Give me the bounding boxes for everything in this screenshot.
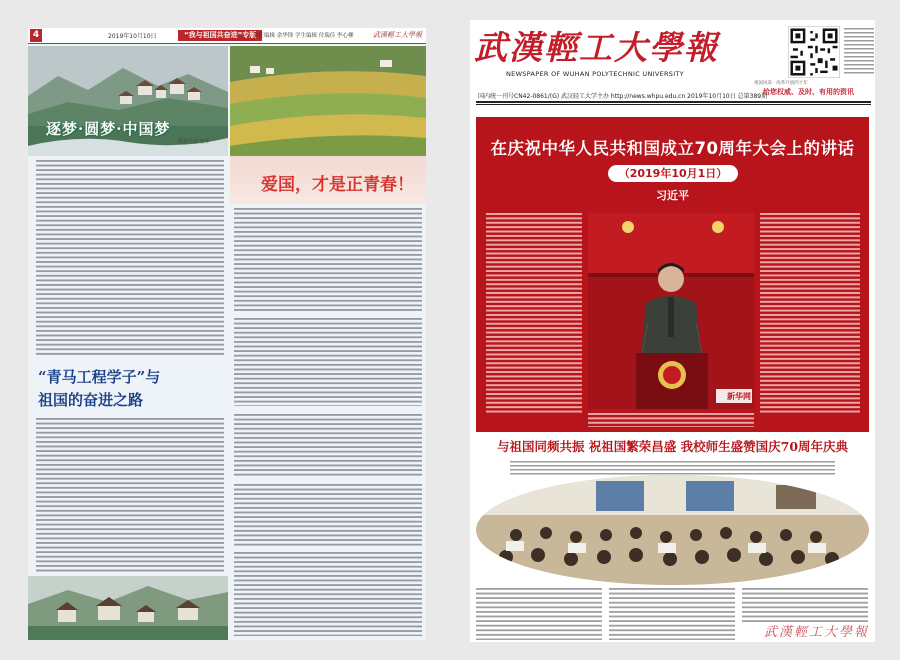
masthead-rule [476, 101, 871, 103]
page-number: 4 [30, 29, 42, 42]
slogan-small: 祖国风采 · 改革开放四十年 [754, 81, 808, 86]
page-date: 2019年10月10日 [108, 33, 157, 40]
left-page [28, 28, 426, 640]
special-edition-label: “我与祖国共奋进”专版 [178, 30, 262, 41]
bottom-landscape-image [28, 576, 228, 640]
article-text-block [234, 552, 422, 636]
lead-article-block [476, 117, 869, 432]
signature-watermark: 武漢輕工大學報 [763, 625, 869, 640]
masthead-english: NEWSPAPER OF WUHAN POLYTECHNIC UNIVERSITY [506, 70, 684, 78]
article-text-block [476, 588, 602, 640]
lead-author: 习近平 [656, 189, 689, 202]
article-text-block [234, 208, 422, 312]
pink-headline-box [230, 156, 426, 204]
masthead-title: 武漢輕工大學報 [474, 28, 719, 67]
bottom-articles [476, 588, 871, 642]
lead-title: 在庆祝中华人民共和国成立70周年大会上的讲话 [490, 139, 855, 158]
qr-note-box [844, 28, 874, 76]
article-text-block [742, 588, 868, 622]
mid-headline [38, 366, 228, 410]
lead-text-right [760, 213, 860, 413]
second-intro-text [510, 461, 835, 475]
pink-headline-title: 爱国，才是正青春！ [261, 175, 414, 195]
article-text-block [234, 318, 422, 406]
lead-photo [588, 213, 754, 409]
terraced-fields-image [230, 46, 426, 156]
article-text-block [609, 588, 735, 640]
lead-date: （2019年10月1日） [608, 165, 738, 182]
article-text-block [234, 484, 422, 546]
front-page [470, 20, 875, 642]
second-headline: 与祖国同频共振 祝祖国繁荣昌盛 我校师生盛赞国庆70周年庆典 [496, 439, 849, 454]
photo-credit: 新华网 [727, 392, 751, 401]
left-page-logo: 武漢輕工大學報 [373, 31, 422, 39]
event-photo [476, 475, 869, 585]
article-text-block [234, 414, 422, 478]
article-text-block [36, 160, 224, 356]
hero-author: 陈建平作 张坤 [178, 139, 210, 145]
publication-info: 国内统一刊号CN42-0861/(G) 武汉轻工大学主办 http://news.whpu.edu.cn 2019年10月10日 总第389期 [478, 93, 768, 100]
mid-headline-line2: 祖国的奋进之路 [38, 391, 144, 409]
editor-credits: 责任编辑 余华锋 学生编辑 付瑞佳 李心柳 [253, 33, 354, 39]
hero-title: 逐梦·圆梦·中国梦 [46, 120, 171, 138]
article-text-block [36, 418, 224, 572]
lead-footnote-text [588, 413, 754, 427]
qr-code-icon [788, 26, 840, 78]
left-page-header [28, 28, 426, 44]
masthead-slogan: 给您权威、及时、有用的资讯 [763, 88, 854, 96]
mid-headline-line1: “青马工程学子”与 [38, 368, 161, 386]
lead-text-left [486, 213, 582, 413]
masthead-rule [476, 104, 871, 105]
